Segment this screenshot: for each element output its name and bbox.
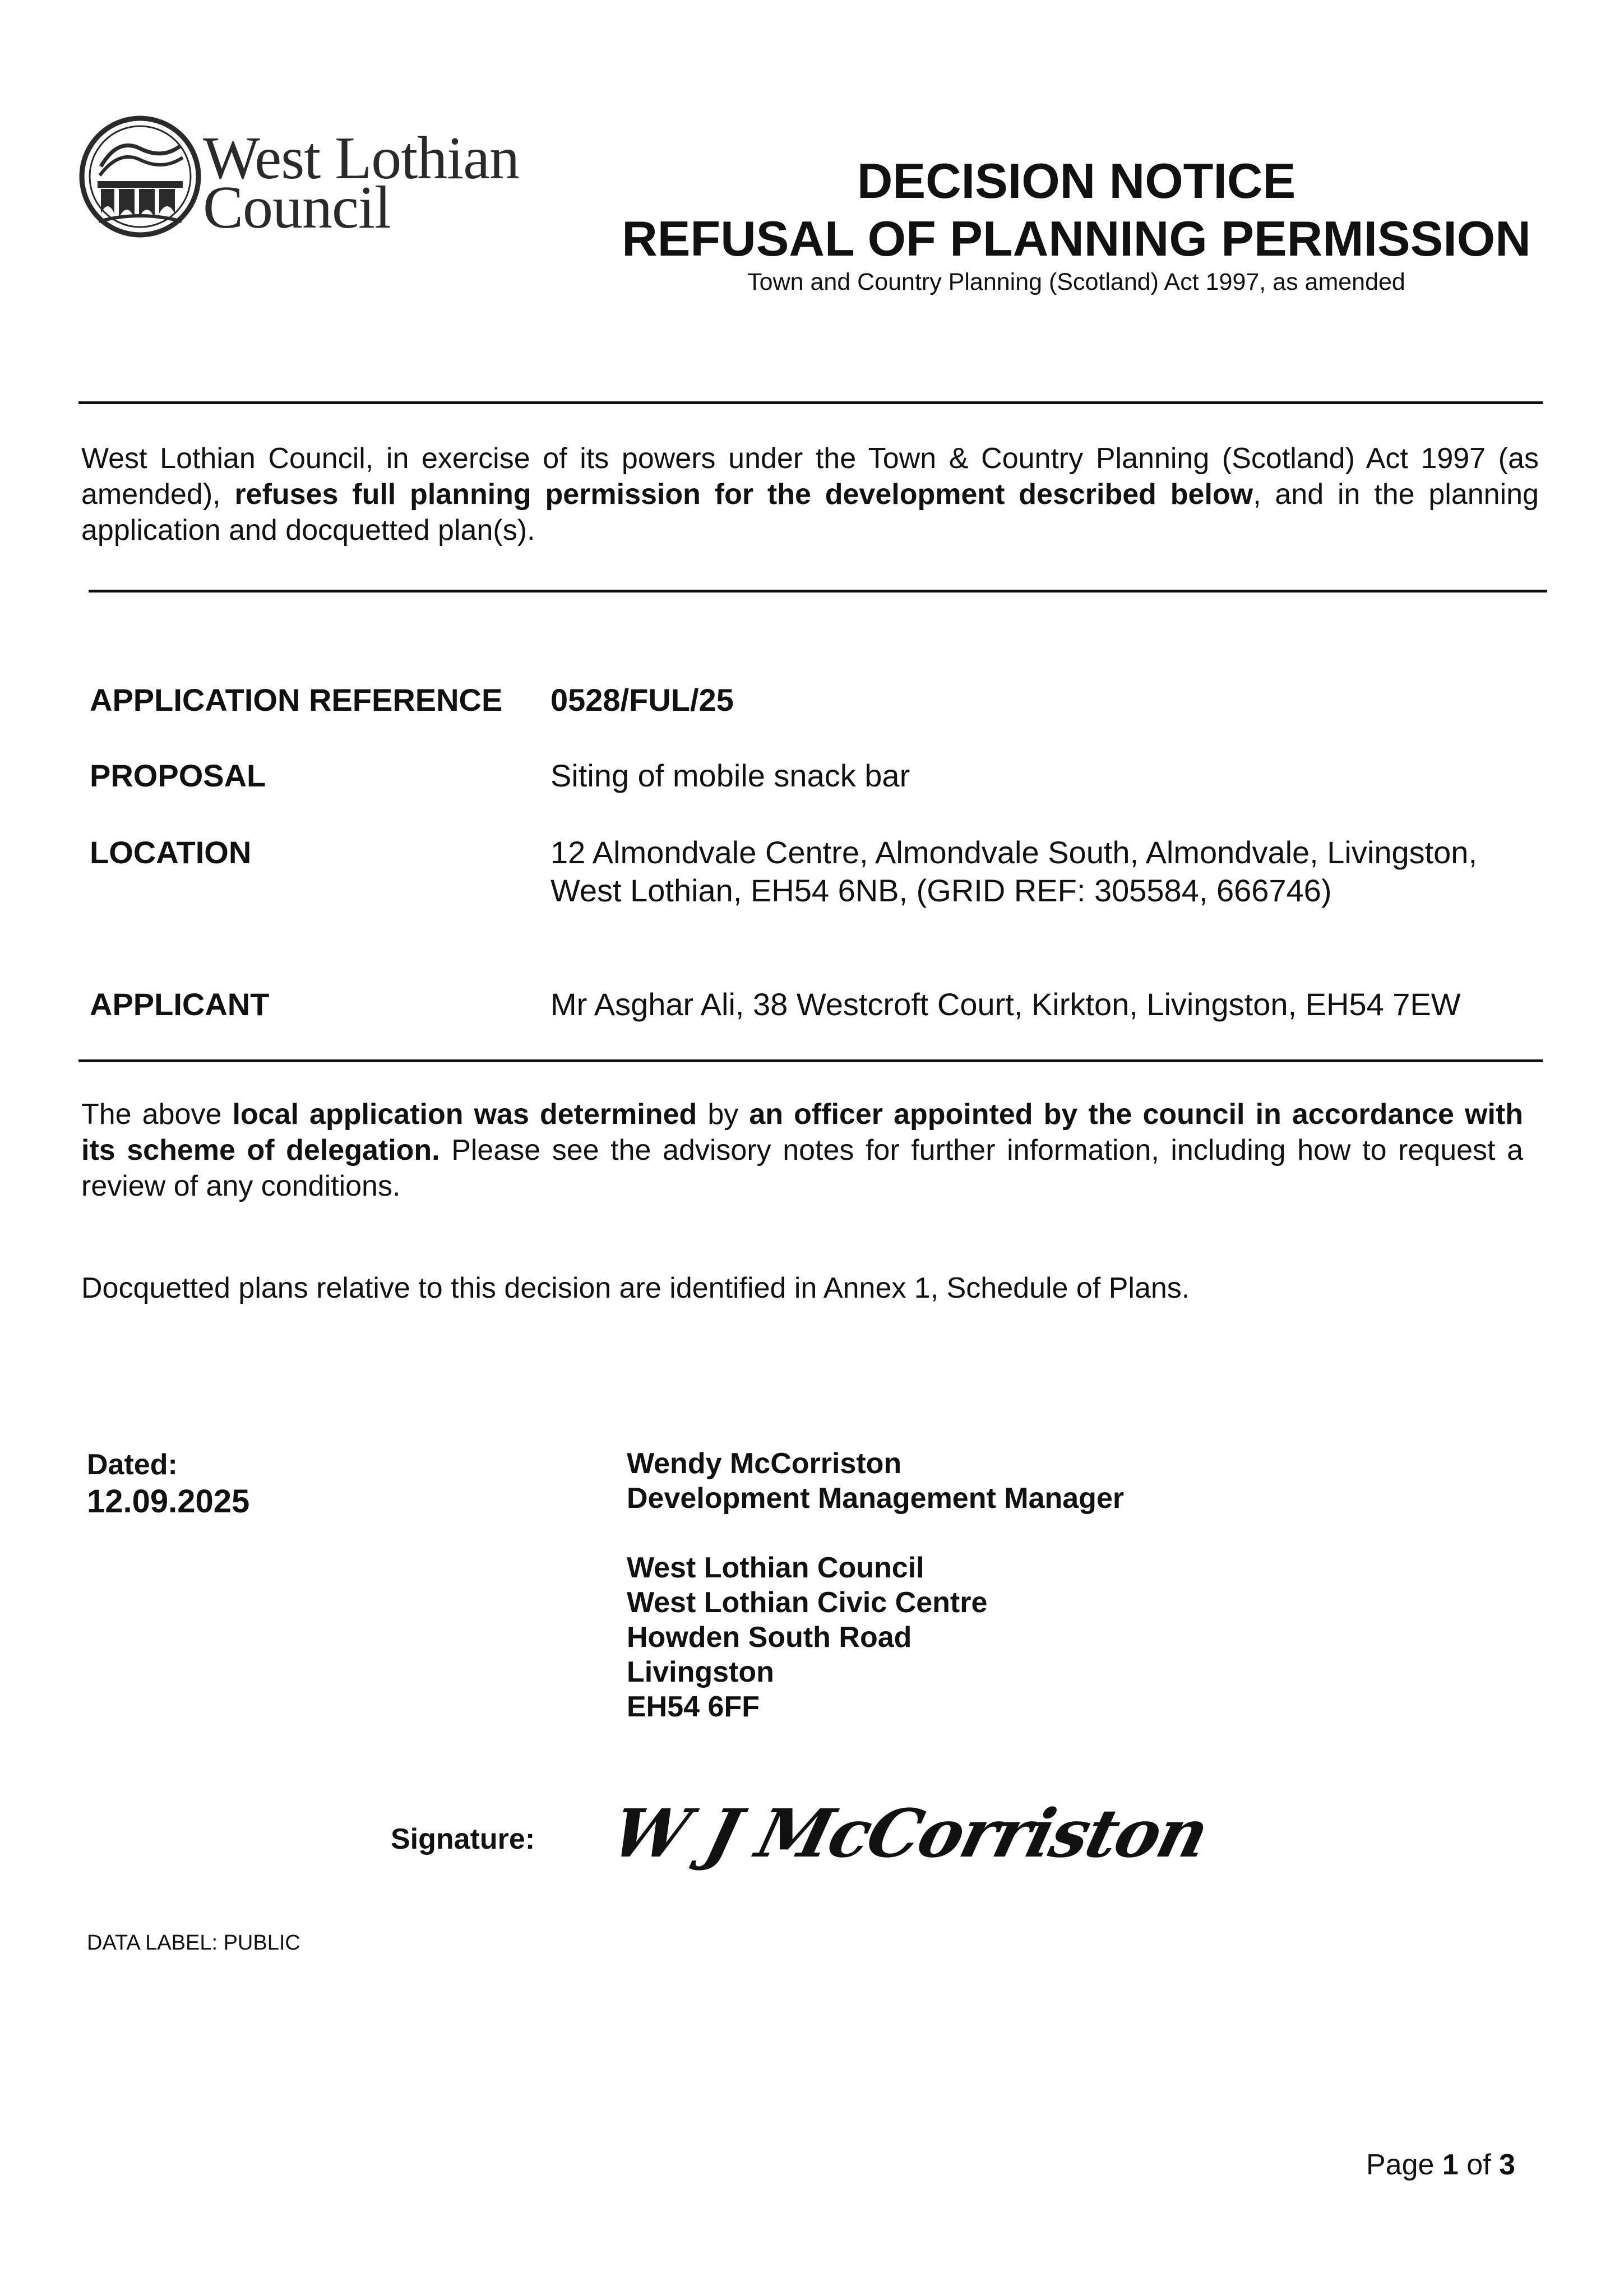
legislation-reference: Town and Country Planning (Scotland) Act 1997, as amended xyxy=(747,269,1405,295)
determination-paragraph xyxy=(81,1096,1523,1204)
address-line: Howden South Road xyxy=(627,1621,912,1654)
page-total: 3 xyxy=(1499,2149,1516,2181)
address-line: West Lothian Civic Centre xyxy=(627,1586,988,1619)
intro-paragraph xyxy=(81,441,1539,548)
viaduct-emblem-icon xyxy=(78,115,202,238)
page-number xyxy=(1366,2148,1515,2182)
council-logo xyxy=(78,115,527,244)
docquetted-plans-note: Docquetted plans relative to this decision are identified in Annex 1, Schedule of Plans. xyxy=(81,1272,1190,1304)
logo-name-line1: West Lothian xyxy=(203,125,520,192)
applicant-label: APPLICANT xyxy=(90,987,270,1022)
location-label: LOCATION xyxy=(90,835,252,870)
handwritten-signature: W J McCorriston xyxy=(604,1794,1215,1872)
determination-bold-1: local application was determined xyxy=(232,1098,697,1131)
intro-text-bold: refuses full planning permission for the development described below xyxy=(234,478,1253,511)
determination-text-1: The above xyxy=(81,1098,233,1131)
divider xyxy=(89,590,1547,592)
proposal-value: Siting of mobile snack bar xyxy=(550,758,910,793)
divider xyxy=(78,1059,1543,1062)
divider xyxy=(78,401,1543,404)
address-line: EH54 6FF xyxy=(627,1691,760,1723)
page-of: of xyxy=(1466,2149,1491,2181)
intro-text-2: , and in the planning application and docquetted plan(s). xyxy=(81,478,1539,547)
page-current: 1 xyxy=(1442,2149,1459,2181)
data-label: DATA LABEL: PUBLIC xyxy=(87,1931,300,1955)
applicant-value: Mr Asghar Ali, 38 Westcroft Court, Kirkton, Livingston, EH54 7EW xyxy=(550,987,1461,1022)
determination-text-2: by xyxy=(697,1098,749,1131)
officer-name: Wendy McCorriston xyxy=(627,1447,902,1480)
signature-label: Signature: xyxy=(391,1823,535,1855)
officer-block xyxy=(627,1446,1124,1724)
address-line: Livingston xyxy=(627,1656,774,1688)
application-reference-label: APPLICATION REFERENCE xyxy=(90,682,503,718)
application-reference-value: 0528/FUL/25 xyxy=(550,682,734,718)
address-line: West Lothian Council xyxy=(627,1552,924,1584)
notice-subtitle-refusal: REFUSAL OF PLANNING PERMISSION xyxy=(622,211,1531,266)
determination-bold-2: an officer appointed by the council in accordance with its scheme of delegation. xyxy=(81,1098,1523,1166)
location-value: 12 Almondvale Centre, Almondvale South, Almondvale, Livingston, West Lothian, EH54 6NB, (GRID REF: 305584, 666746) xyxy=(550,835,1478,908)
intro-text-1: West Lothian Council, in exercise of its powers under the Town & Country Planning (Scotland) Act 1997 (as amended), xyxy=(81,442,1539,511)
notice-title: DECISION NOTICE xyxy=(857,153,1296,209)
dated-value: 12.09.2025 xyxy=(87,1483,250,1520)
determination-text-3: Please see the advisory notes for further information, including how to request a review of any conditions. xyxy=(81,1134,1523,1202)
dated-label: Dated: xyxy=(87,1448,178,1481)
proposal-label: PROPOSAL xyxy=(90,758,266,793)
page-prefix: Page xyxy=(1366,2149,1435,2181)
logo-name-line2: Council xyxy=(203,174,391,241)
officer-title: Development Management Manager xyxy=(627,1482,1125,1515)
